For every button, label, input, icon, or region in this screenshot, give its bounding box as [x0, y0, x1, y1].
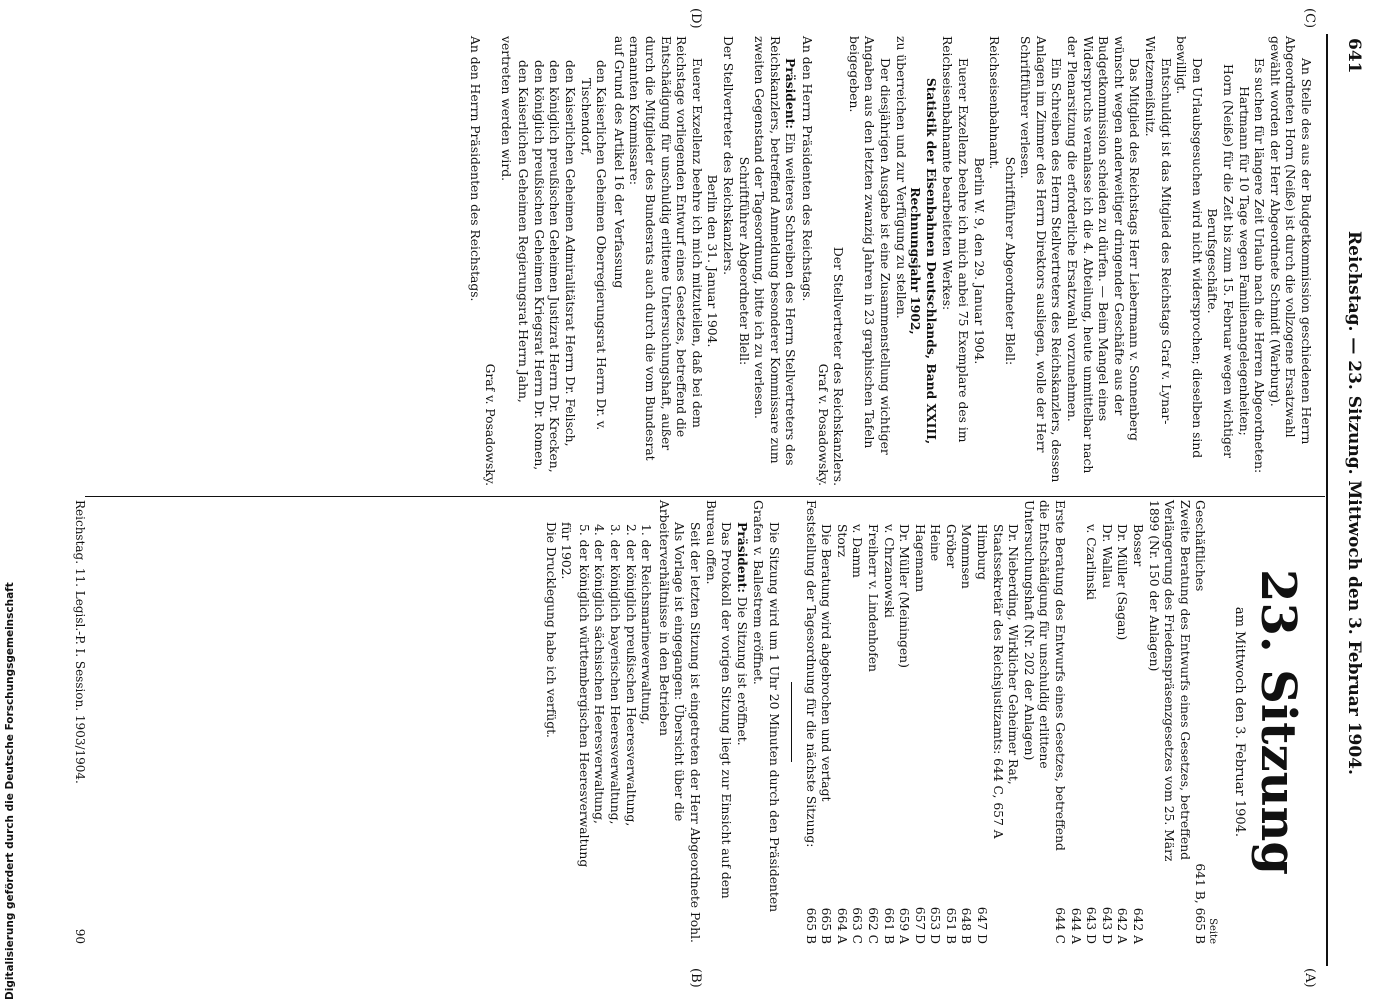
paragraph: Entschuldigt ist das Mitglied des Reichstags Graf v. Lynar-Wietzemeißnitz. — [1143, 36, 1173, 425]
paragraph-vorlage: Als Vorlage ist eingegangen: Übersicht über die Arbeiterverhältnisse in den Betrieben — [656, 500, 687, 822]
toc-row: Die Beratung wird abgebrochen und vertagt 665 B — [819, 524, 834, 944]
toc-row: Gröber 651 B — [943, 524, 958, 944]
toc-row: v. Damm 663 C — [850, 524, 865, 944]
paragraph-president — [733, 500, 750, 944]
speaker-line: Schriftführer Abgeordneter Blell: — [736, 156, 751, 366]
paragraph: auf Grund des Artikel 16 der Verfassung — [611, 36, 626, 289]
toc-row: Feststellung der Tagesordnung für die nächste Sitzung: 665 B — [803, 500, 818, 944]
toc-row: 644 A — [1068, 907, 1083, 944]
margin-marker-c: (C) — [1302, 8, 1317, 29]
toc-row: Freiherr v. Lindenhofen 662 C — [865, 524, 880, 944]
toc-row: Dr. Wallau 643 D — [1099, 524, 1114, 944]
paragraph: Den Urlaubsgesuchen wird nicht widersprochen; dieselben sind bewilligt. — [1174, 36, 1204, 459]
paragraph: Euerer Exzellenz beehre ich mich mitzuteilen, daß bei dem Reichstage vorliegenden Entwurf eines Gesetzes, betreffend die Entschädigung für unschuldig erlittene Untersuchungshaft, außer durch die Mitglieder des Bundesrats auch durch die vom Bundesrat ernannten Kommissare: — [627, 36, 704, 461]
toc-row: Erste Beratung des Entwurfs eines Gesetzes, betreffend die Entschädigung für unschuldig erlittene Untersuchungshaft (Nr. 202 der Anlagen) 644 C — [1021, 500, 1068, 944]
toc-row: Mommsen 648 B — [959, 524, 974, 944]
paragraph: Ein Schreiben des Herrn Stellvertreters des Reichskanzlers, dessen Anlagen im Zimmer des Herrn Direktors ausliegen, wolle der Herr Schriftführer verlesen. — [1018, 36, 1064, 483]
letter-date: Berlin den 31. Januar 1904. — [705, 174, 720, 348]
work-title: Statistik der Eisenbahnen Deutschlands, Band XXIII, Rechnungsjahr 1902, — [908, 77, 939, 445]
paragraph: Das Mitglied des Reichstags Herr Liebermann v. Sonnenberg wünscht wegen anderweitiger dringender Geschäfte aus der Budgetkommission scheiden zu dürfen. — Beim Mangel eines Widerspruchs veranlasse ich die 4. Abteilung, heute unmittelbar nach der Plenarsitzung die erforderliche Ersatzwahl vorzunehmen. — [1065, 36, 1142, 474]
footer-session: Reichstag. 11. Legisl.-P. I. Session. 1903/1904. — [73, 500, 87, 784]
letterhead: Der Stellvertreter des Reichskanzlers. — [721, 36, 736, 276]
signature-title: Der Stellvertreter des Reichskanzlers. — [831, 246, 846, 486]
speaker-label: Präsident: — [734, 522, 750, 593]
margin-marker-b: (B) — [688, 968, 703, 988]
paragraph: Hartmann für 10 Tage wegen Familienangelegenheiten; — [1236, 86, 1251, 436]
page-footer — [73, 500, 87, 944]
paragraph: zu überreichen und zur Verfügung zu stellen. — [893, 36, 908, 319]
margin-marker-a: (A) — [1302, 968, 1317, 988]
speaker-text: Ein weiteres Schreiben des Herrn Stellvertreters des Reichskanzlers, betreffend Anmeldung besonderer Kommissare zum zweiten Gegenstand der Tagesordnung, bitte ich zu verlesen. — [752, 36, 798, 466]
paragraph-president — [751, 36, 799, 486]
paragraph-drucklegung: Die Drucklegung habe ich verfügt. — [543, 522, 558, 738]
running-header — [1338, 38, 1366, 968]
section-rule — [791, 682, 792, 762]
toc-row: Himburg 647 D — [975, 524, 990, 944]
paragraph: Es suchen für längere Zeit Urlaub nach die Herren Abgeordneten: — [1252, 58, 1267, 474]
list-item: 5. der königlich württembergischen Heeresverwaltung — [576, 524, 591, 868]
commissioner-list — [515, 60, 609, 486]
margin-marker-d: (D) — [688, 8, 703, 29]
addressee: An den Herrn Präsidenten des Reichstags. — [800, 36, 814, 302]
speaker-label: Präsident: — [783, 58, 799, 129]
list-item: den Kaiserlichen Geheimen Regierungsrat Herrn Jahn, — [516, 60, 531, 403]
list-item: 1. der Reichsmarineverwaltung, — [639, 524, 654, 725]
speaker-line: Schriftführer Abgeordneter Blell: — [1002, 156, 1017, 366]
addressee: An den Herrn Präsidenten des Reichstags. — [467, 36, 482, 302]
list-tail: für 1902. — [559, 522, 574, 580]
toc-row: Dr. Nieberding, Wirklicher Geheimer Rat, Staatssekretär des Reichsjustizamts: 644 C, 657 A — [990, 524, 1021, 839]
toc-row: v. Czarlinski 643 D — [1084, 524, 1099, 944]
left-column — [542, 500, 1313, 944]
paragraph: Der diesjährigen Ausgabe ist eine Zusammenstellung wichtiger Angaben aus den letzten zwanzig Jahren in 23 graphischen Tafeln beigegeben. — [846, 36, 892, 455]
toc-row: Dr. Müller (Meiningen) 659 A — [897, 524, 912, 944]
credit-text: Digitalisierung gefördert durch die Deutsche Forschungsgemeinschaft — [4, 582, 16, 1000]
seite-label: Seite — [1207, 918, 1219, 944]
toc-row: Heine 653 D — [928, 524, 943, 944]
document-page — [63, 0, 1383, 1000]
toc-row: Hagemann 657 D — [912, 524, 927, 944]
list-item: den königlich preußischen Geheimen Kriegsrat Herrn Dr. Romen, — [531, 60, 546, 471]
column-divider — [85, 496, 1325, 497]
list-item: 3. der königlich bayerischen Heeresverwaltung, — [608, 524, 623, 825]
paragraph: Horn (Neiße) für die Zeit bis zum 15. Februar wegen wichtiger Berufsgeschäfte. — [1205, 64, 1236, 458]
session-date: am Mittwoch den 3. Februar 1904. — [1232, 606, 1247, 838]
list-item: den königlich preußischen Geheimen Justizrat Herrn Dr. Krecken, — [547, 60, 562, 473]
paragraph: An Stelle des aus der Budgetkommission geschiedenen Herrn Abgeordneten Horn (Neiße) ist durch die vollzogene Ersatzwahl gewählt worden der Herr Abgeordnete Schmidt (Warburg). — [1267, 36, 1313, 445]
toc-row: v. Chrzanowski 661 B — [881, 524, 896, 944]
toc-row: Geschäftliches 641 B, 665 B — [1193, 500, 1208, 944]
signature-name: Graf v. Posadowsky. — [815, 363, 830, 486]
administration-list — [575, 524, 653, 944]
list-item: den Kaiserlichen Geheimen Admiralitätsrat Herrn Dr. Felisch, — [563, 60, 578, 447]
running-title: Reichstag. — 23. Sitzung. Mittwoch den 3. Februar 1904. — [1344, 231, 1364, 775]
table-of-contents — [802, 500, 1217, 944]
letter-date: Berlin W. 9, den 29. Januar 1904. — [971, 157, 986, 365]
toc-row: Bosser 642 A — [1131, 524, 1146, 944]
footer-sheet-number: 90 — [73, 928, 87, 944]
paragraph-protokoll: Das Protokoll der vorigen Sitzung liegt zur Einsicht auf dem Bureau offen. — [703, 500, 734, 899]
toc-row: Zweite Beratung des Entwurfs eines Gesetzes, betreffend Verlängerung des Friedenspräsenzgesetzes vom 25. März 1899 (Nr. 150 der Anlagen) — [1146, 500, 1192, 862]
list-item: den Kaiserlichen Geheimen Oberregierungsrat Herrn Dr. v. Tischendorf, — [578, 60, 609, 431]
toc-row: Storz 664 A — [834, 524, 849, 944]
letterhead: Reichseisenbahnamt. — [987, 36, 1002, 170]
header-rule — [1326, 34, 1328, 966]
page-number: 641 — [1344, 38, 1364, 74]
digitization-credit — [4, 582, 24, 1000]
speaker-text: Die Sitzung ist eröffnet. — [734, 596, 749, 746]
paragraph: Euerer Exzellenz beehre ich mich anbei 75 Exemplare des im Reichseisenbahnamte bearbeiteten Werkes: — [940, 36, 970, 443]
session-title: 23. Sitzung — [1250, 569, 1306, 875]
signature-name: Graf v. Posadowsky. — [483, 363, 498, 486]
paragraph-opening: Die Sitzung wird um 1 Uhr 20 Minuten durch den Präsidenten Grafen v. Ballestrem eröffnet. — [751, 500, 781, 913]
toc-row: Dr. Müller (Sagan) 642 A — [1115, 524, 1130, 944]
right-column — [466, 36, 1313, 486]
list-item: 4. der königlich sächsischen Heeresverwaltung, — [592, 524, 607, 824]
paragraph-eingetreten: Seit der letzten Sitzung ist eingetreten der Herr Abgeordnete Pohl. — [688, 522, 702, 943]
list-item: 2. der königlich preußischen Heeresverwaltung, — [623, 524, 638, 827]
paragraph: vertreten werden wird. — [498, 36, 513, 182]
